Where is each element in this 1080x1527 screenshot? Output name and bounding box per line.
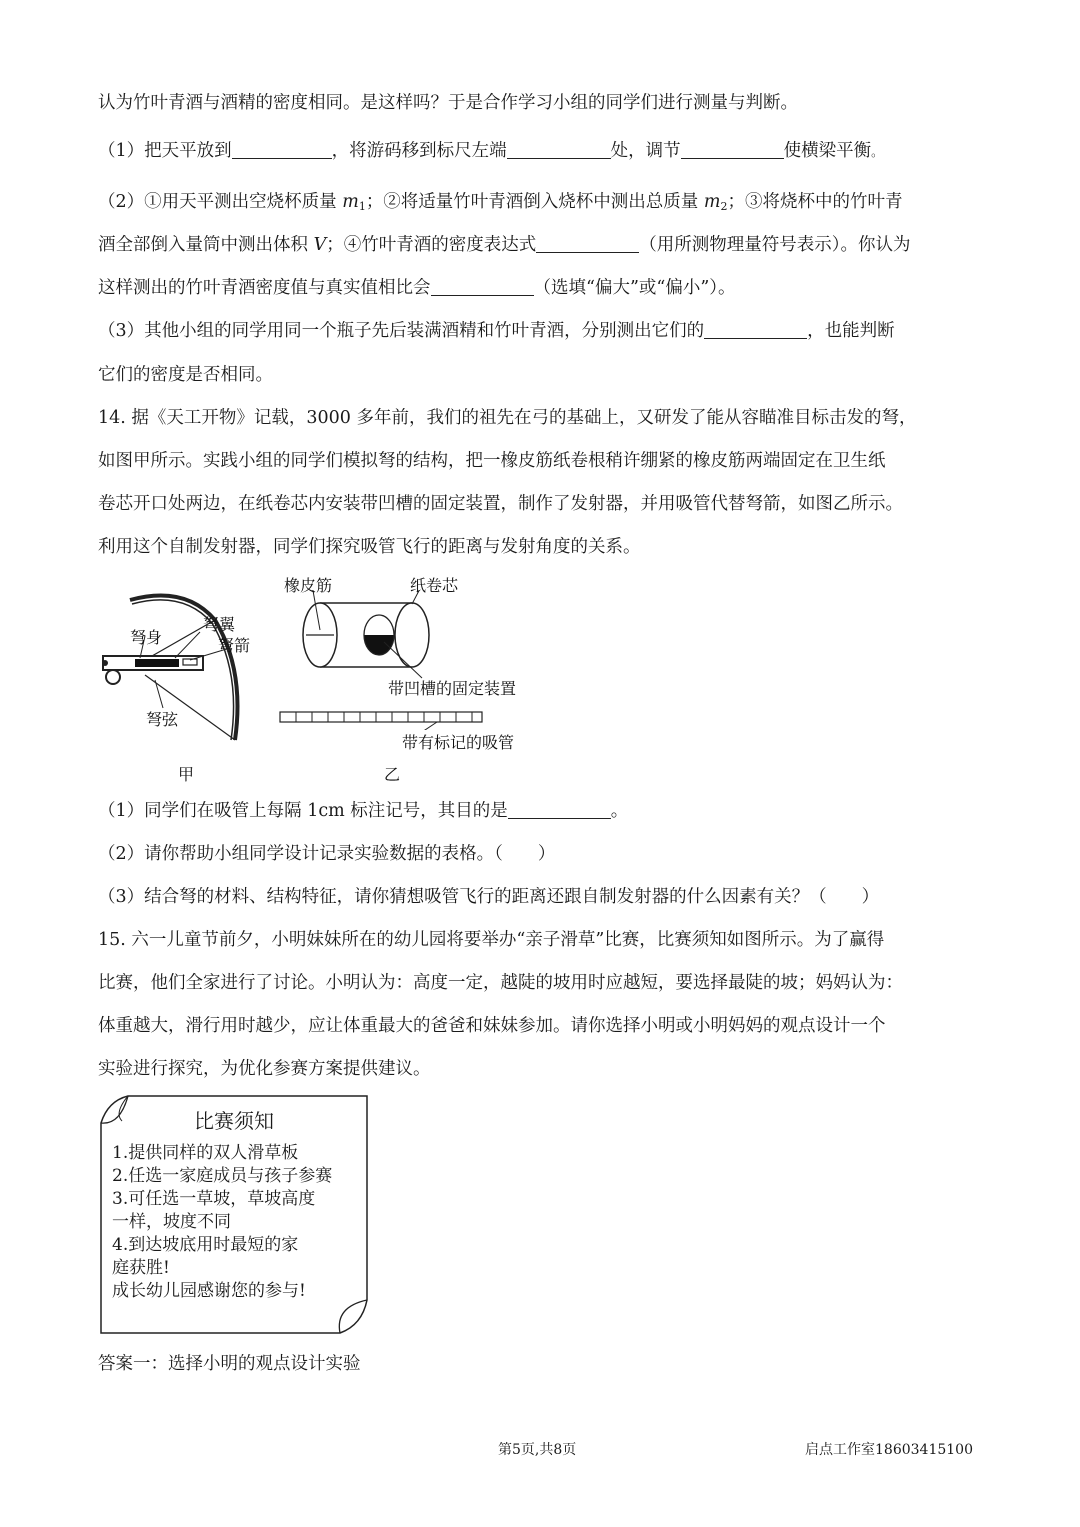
label-arrow: 弩箭 — [218, 636, 251, 655]
studio-contact: 启点工作室18603415100 — [805, 1442, 973, 1458]
notice-line: 一样，坡度不同 — [112, 1212, 231, 1232]
q14-line1: 14. 据《天工开物》记载，3000 多年前，我们的祖先在弓的基础上，又研发了能从容瞄准目标击发的弩， — [98, 408, 917, 428]
q14-sub1: （1）同学们在吸管上每隔 1cm 标注记号，其目的是 。 — [98, 801, 629, 821]
q13-part3-line1: （3）其他小组的同学用同一个瓶子先后装满酒精和竹叶青酒，分别测出它们的 ，也能判断 — [98, 321, 895, 341]
q13-intro: 认为竹叶青酒与酒精的密度相同。是这样吗？于是合作学习小组的同学们进行测量与判断。 — [98, 93, 798, 113]
notice-line: 2.任选一家庭成员与孩子参赛 — [112, 1166, 333, 1186]
q14-line4: 利用这个自制发射器，同学们探究吸管飞行的距离与发射角度的关系。 — [98, 537, 641, 557]
blank-6 — [704, 320, 807, 339]
blank-1 — [232, 140, 332, 159]
notice-line: 1.提供同样的双人滑草板 — [112, 1143, 299, 1163]
blank-4 — [536, 234, 639, 253]
label-fixture: 带凹槽的固定装置 — [388, 679, 517, 698]
notice-line: 庭获胜! — [112, 1258, 170, 1278]
label-jia: 甲 — [178, 765, 195, 784]
q14-sub2: （2）请你帮助小组同学设计记录实验数据的表格。（ ） — [98, 844, 556, 864]
q14-line3: 卷芯开口处两边，在纸卷芯内安装带凹槽的固定装置，制作了发射器，并用吸管代替弩箭，如图乙所示。 — [98, 494, 903, 514]
q13-part2-line1: （2）①用天平测出空烧杯质量 $m_1$；②将适量竹叶青酒倒入烧杯中测出总质量 $m_2$；③将烧杯中的竹叶青 — [98, 192, 903, 213]
q13-part3-line2: 它们的密度是否相同。 — [98, 365, 273, 385]
blank-3 — [681, 140, 784, 159]
label-straw: 带有标记的吸管 — [402, 733, 515, 752]
q15-line2: 比赛，他们全家进行了讨论。小明认为：高度一定，越陡的坡用时应越短，要选择最陡的坡；妈妈认为： — [98, 973, 903, 993]
label-string: 弩弦 — [146, 710, 179, 729]
blank-5 — [431, 277, 534, 296]
blank-2 — [507, 140, 611, 159]
q13-part2-line2: 酒全部倒入量筒中测出体积 V；④竹叶青酒的密度表达式 （用所测物理量符号表示）。你认为 — [98, 235, 911, 255]
notice-line: 3.可任选一草坡，草坡高度 — [112, 1189, 316, 1209]
label-core: 纸卷芯 — [410, 576, 459, 595]
competition-notice — [100, 1095, 368, 1335]
label-yi: 乙 — [384, 765, 401, 784]
q15-answer: 答案一：选择小明的观点设计实验 — [98, 1354, 361, 1374]
q14-sub3: （3）结合弩的材料、结构特征，请你猜想吸管飞行的距离还跟自制发射器的什么因素有关？（ ） — [98, 887, 880, 907]
q13-part2-line3: 这样测出的竹叶青酒密度值与真实值相比会 （选填“偏大”或“偏小”）。 — [98, 278, 736, 298]
label-wing: 弩翼 — [203, 615, 236, 634]
notice-line: 成长幼儿园感谢您的参与! — [112, 1281, 306, 1301]
q15-line3: 体重越大，滑行用时越少，应让体重最大的爸爸和妹妹参加。请你选择小明或小明妈妈的观点设计一个 — [98, 1016, 886, 1036]
label-rubber: 橡皮筋 — [284, 576, 333, 595]
notice-title: 比赛须知 — [194, 1109, 274, 1133]
q13-part1: （1）把天平放到 ，将游码移到标尺左端 处，调节 使横梁平衡。 — [98, 141, 884, 161]
page-number: 第5页,共8页 — [498, 1442, 577, 1458]
q15-line4: 实验进行探究，为优化参赛方案提供建议。 — [98, 1059, 431, 1079]
label-body: 弩身 — [130, 628, 163, 647]
blank-7 — [508, 800, 611, 819]
q14-line2: 如图甲所示。实践小组的同学们模拟弩的结构，把一橡皮筋纸卷根稍许绷紧的橡皮筋两端固定在卫生纸 — [98, 451, 886, 471]
launcher-figure — [272, 590, 492, 730]
notice-line: 4.到达坡底用时最短的家 — [112, 1235, 299, 1255]
q15-line1: 15. 六一儿童节前夕，小明妹妹所在的幼儿园将要举办“亲子滑草”比赛，比赛须知如图所示。为了赢得 — [98, 930, 885, 950]
